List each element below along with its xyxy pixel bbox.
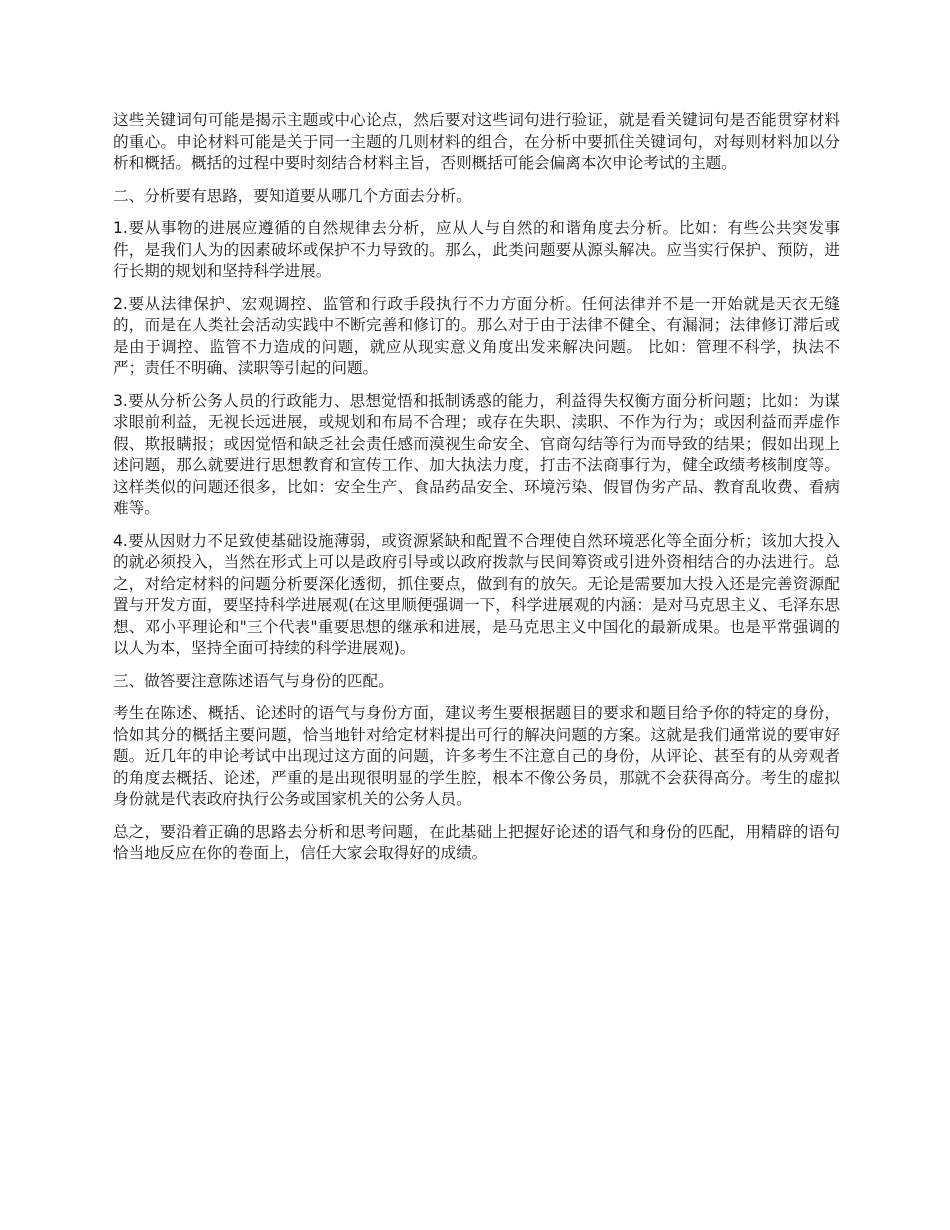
paragraph-identity: 考生在陈述、概括、论述时的语气与身份方面，建议考生要根据题目的要求和题目给予你的特定的身份，恰如其分的概括主要问题，恰当地针对给定材料提出可行的解决问题的方案。这就是我们通常说的要审好题。近几年的申论考试中出现过这方面的问题，许多考生不注意自己的身份，从评论、甚至有的从旁观者的角度去概括、论述，严重的是出现很明显的学生腔，根本不像公务员，那就不会获得高分。考生的虚拟身份就是代表政府执行公务或国家机关的公务人员。	[113, 704, 840, 808]
section-heading-3: 三、做答要注意陈述语气与身份的匹配。	[113, 671, 394, 690]
document-body	[113, 110, 840, 876]
paragraph-point-4: 4.要从因财力不足致使基础设施薄弱，或资源紧缺和配置不合理使自然环境恶化等全面分析；该加大投入的就必须投入，当然在形式上可以是政府引导或以政府拨款与民间筹资或引进外资相结合的办法进行。总之，对给定材料的问题分析要深化透彻，抓住要点，做到有的放矢。无论是需要加大投入还是完善资源配置与开发方面，要坚持科学进展观(在这里顺便强调一下，科学进展观的内涵：是对马克思主义、毛泽东思想、邓小平理论和"三个代表"重要思想的继承和进展，是马克思主义中国化的最新成果。也是平常强调的以人为本，坚持全面可持续的科学进展观)。	[113, 531, 840, 657]
paragraph-intro: 这些关键词句可能是揭示主题或中心论点，然后要对这些词句进行验证，就是看关键词句是否能贯穿材料的重心。申论材料可能是关于同一主题的几则材料的组合，在分析中要抓住关键词句，对每则材料加以分析和概括。概括的过程中要时刻结合材料主旨，否则概括可能会偏离本次申论考试的主题。	[113, 111, 840, 172]
paragraph-point-2: 2.要从法律保护、宏观调控、监管和行政手段执行不力方面分析。任何法律并不是一开始就是天衣无缝的，而是在人类社会活动实践中不断完善和修订的。那么对于由于法律不健全、有漏洞；法律修订滞后或是由于调控、监管不力造成的问题，就应从现实意义角度出发来解决问题。 比如：管理不科学，执法不严；责任不明确、渎职等引起的问题。	[113, 294, 840, 377]
paragraph-point-1: 1.要从事物的进展应遵循的自然规律去分析，应从人与自然的和谐角度去分析。比如：有些公共突发事件，是我们人为的因素破坏或保护不力导致的。那么，此类问题要从源头解决。应当实行保护、预防，进行长期的规划和坚持科学进展。	[113, 219, 840, 280]
section-heading-2: 二、分析要有思路，要知道要从哪几个方面去分析。	[113, 186, 472, 205]
paragraph-conclusion: 总之，要沿着正确的思路去分析和思考问题，在此基础上把握好论述的语气和身份的匹配，用精辟的语句恰当地反应在你的卷面上，信任大家会取得好的成绩。	[113, 822, 840, 862]
paragraph-point-3: 3.要从分析公务人员的行政能力、思想觉悟和抵制诱惑的能力，利益得失权衡方面分析问题；比如：为谋求眼前利益，无视长远进展，或规划和布局不合理；或存在失职、渎职、不作为行为；或因利益而弄虚作假、欺报瞒报；或因觉悟和缺乏社会责任感而漠视生命安全、官商勾结等行为而导致的结果；假如出现上述问题，那么就要进行思想教育和宣传工作、加大执法力度，打击不法商事行为，健全政绩考核制度等。这样类似的问题还很多，比如：安全生产、食品药品安全、环境污染、假冒伪劣产品、教育乱收费、看病难等。	[113, 391, 840, 517]
